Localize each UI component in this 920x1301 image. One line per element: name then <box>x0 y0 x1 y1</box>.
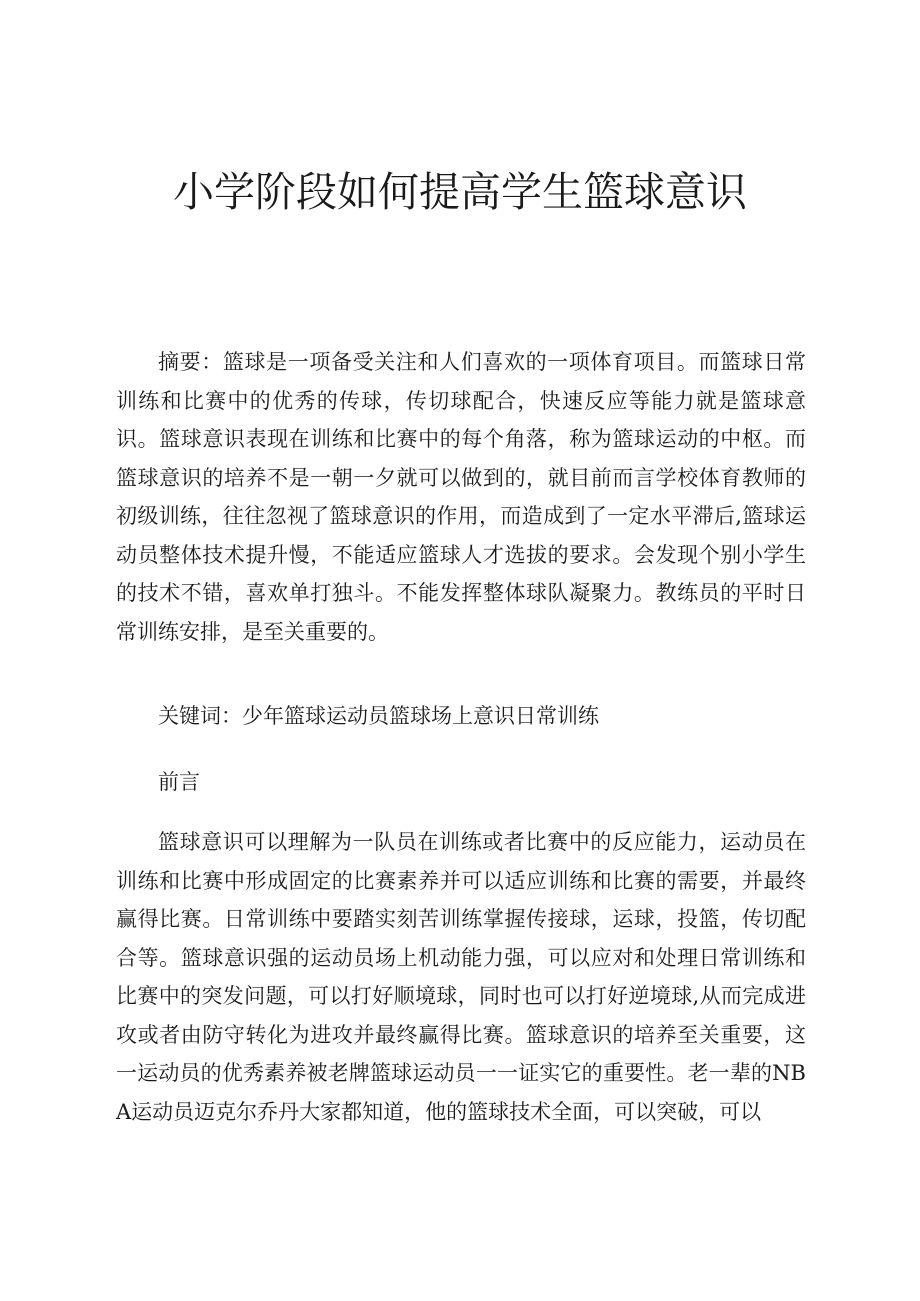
body-paragraph: 篮球意识可以理解为一队员在训练或者比赛中的反应能力，运动员在训练和比赛中形成固定的比赛素养并可以适应训练和比赛的需要，并最终赢得比赛。日常训练中要踏实刻苦训练掌握传接球，运球，投篮，传切配合等。篮球意识强的运动员场上机动能力强，可以应对和处理日常训练和比赛中的突发问题，可以打好顺境球，同时也可以打好逆境球,从而完成进攻或者由防守转化为进攻并最终赢得比赛。篮球意识的培养至关重要，这一运动员的优秀素养被老牌篮球运动员一一证实它的重要性。老一辈的NBA运动员迈克尔乔丹大家都知道，他的篮球技术全面，可以突破，可以 <box>116 830 806 1124</box>
keywords-label: 关键词： <box>158 704 242 728</box>
abstract-text: 篮球是一项备受关注和人们喜欢的一项体育项目。而篮球日常训练和比赛中的优秀的传球，传切球配合，快速反应等能力就是篮球意识。篮球意识表现在训练和比赛中的每个角落，称为篮球运动的中枢。而篮球意识的培养不是一朝一夕就可以做到的，就目前而言学校体育教师的初级训练，往往忽视了篮球意识的作用，而造成到了一定水平滞后,篮球运动员整体技术提升慢，不能适应篮球人才选拔的要求。会发现个别小学生的技术不错，喜欢单打独斗。不能发挥整体球队凝聚力。教练员的平时日常训练安排，是至关重要的。 <box>116 350 807 644</box>
document-title: 小学阶段如何提高学生篮球意识 <box>173 168 747 216</box>
abstract-label: 摘要： <box>158 350 223 374</box>
keywords-paragraph <box>116 697 806 736</box>
keywords-text: 少年篮球运动员篮球场上意识日常训练 <box>242 704 599 728</box>
preface-heading: 前言 <box>158 770 200 794</box>
abstract-paragraph <box>116 343 806 651</box>
